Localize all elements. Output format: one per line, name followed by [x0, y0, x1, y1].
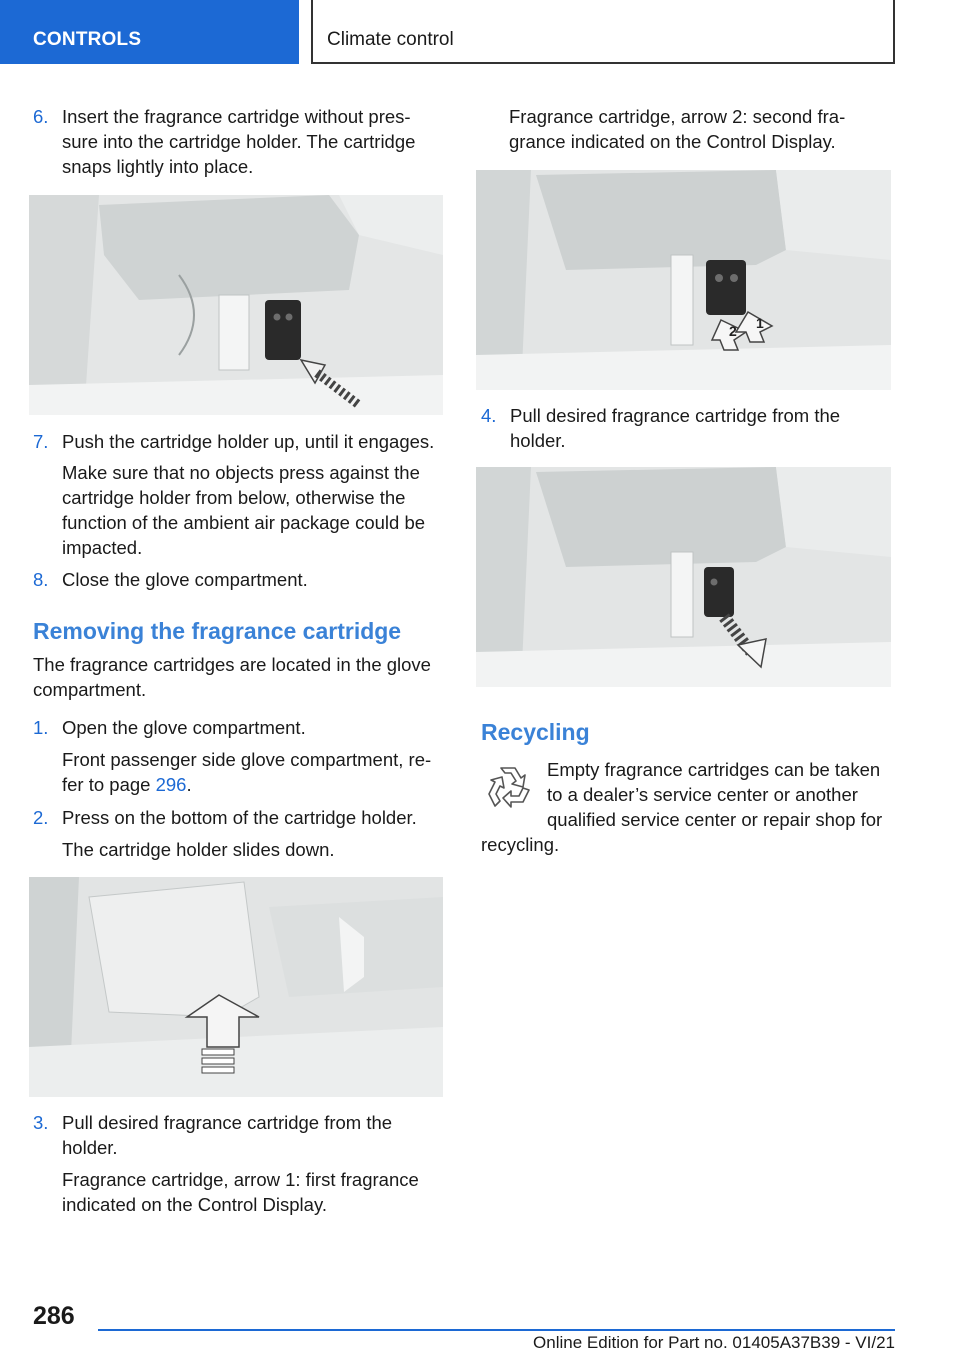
section-tab — [0, 0, 299, 64]
step-number: 1. — [33, 717, 49, 738]
step-note: impacted. — [62, 537, 143, 558]
step-text: sure into the cartridge holder. The cartridge — [62, 131, 416, 152]
photo-arrows-1-2 — [476, 170, 891, 390]
step-text: Push the cartridge holder up, until it engages. — [62, 431, 435, 452]
step-text: Insert the fragrance cartridge without pres‐ — [62, 106, 411, 127]
step-number: 6. — [33, 106, 49, 127]
page-link-296[interactable]: 296 — [155, 774, 187, 795]
photo-pull-cartridge — [476, 467, 891, 687]
section-label: CONTROLS — [33, 29, 142, 50]
edition-note: Online Edition for Part no. 01405A37B39 - VI/21 — [533, 1333, 895, 1352]
recycling-text: qualified service center or repair shop for — [547, 809, 883, 830]
step-note: Make sure that no objects press against the — [62, 462, 420, 483]
intro-line: The fragrance cartridges are located in the glove — [33, 654, 431, 675]
page-number: 286 — [33, 1302, 75, 1330]
arrow-label-2: 2 — [729, 323, 737, 339]
arrow-label-1: 1 — [756, 315, 764, 331]
step-number: 8. — [33, 569, 49, 590]
step-number: 2. — [33, 807, 49, 828]
step-text: Press on the bottom of the cartridge holder. — [62, 807, 417, 828]
photo-insert-cartridge — [29, 195, 443, 415]
chapter-header — [311, 0, 895, 64]
intro-line: compartment. — [33, 679, 147, 700]
step-note: function of the ambient air package could be — [62, 512, 426, 533]
continued-text: Fragrance cartridge, arrow 2: second fra‐ — [509, 106, 846, 127]
step-text: holder. — [62, 1137, 118, 1158]
recycling-text: to a dealer’s service center or another — [547, 784, 858, 805]
step-text: Pull desired fragrance cartridge from the — [510, 405, 841, 426]
recycling-text: Empty fragrance cartridges can be taken — [547, 759, 881, 780]
step-text: Close the glove compartment. — [62, 569, 308, 590]
step-note: Fragrance cartridge, arrow 1: first fragrance — [62, 1169, 419, 1190]
footer-rule — [98, 1329, 895, 1331]
step-number: 3. — [33, 1112, 49, 1133]
chapter-title: Climate control — [327, 29, 454, 50]
step-number: 7. — [33, 431, 49, 452]
photo-press-holder — [29, 877, 443, 1097]
step-text: Open the glove compartment. — [62, 717, 306, 738]
recycling-text: recycling. — [481, 834, 560, 855]
step-note — [62, 772, 192, 797]
step-text: holder. — [510, 430, 566, 451]
step-note: cartridge holder from below, otherwise the — [62, 487, 406, 508]
note-text: fer to page — [62, 774, 156, 795]
note-text: . — [186, 774, 192, 795]
continued-text: grance indicated on the Control Display. — [509, 131, 836, 152]
step-text: Pull desired fragrance cartridge from the — [62, 1112, 393, 1133]
step-note: Front passenger side glove compartment, re‐ — [62, 749, 432, 770]
recycle-icon — [481, 760, 537, 816]
step-text: snaps lightly into place. — [62, 156, 254, 177]
step-note: The cartridge holder slides down. — [62, 839, 335, 860]
step-number: 4. — [481, 405, 497, 426]
section-heading-removing: Removing the fragrance cartridge — [33, 618, 402, 644]
step-note: indicated on the Control Display. — [62, 1194, 327, 1215]
section-heading-recycling: Recycling — [481, 719, 590, 745]
